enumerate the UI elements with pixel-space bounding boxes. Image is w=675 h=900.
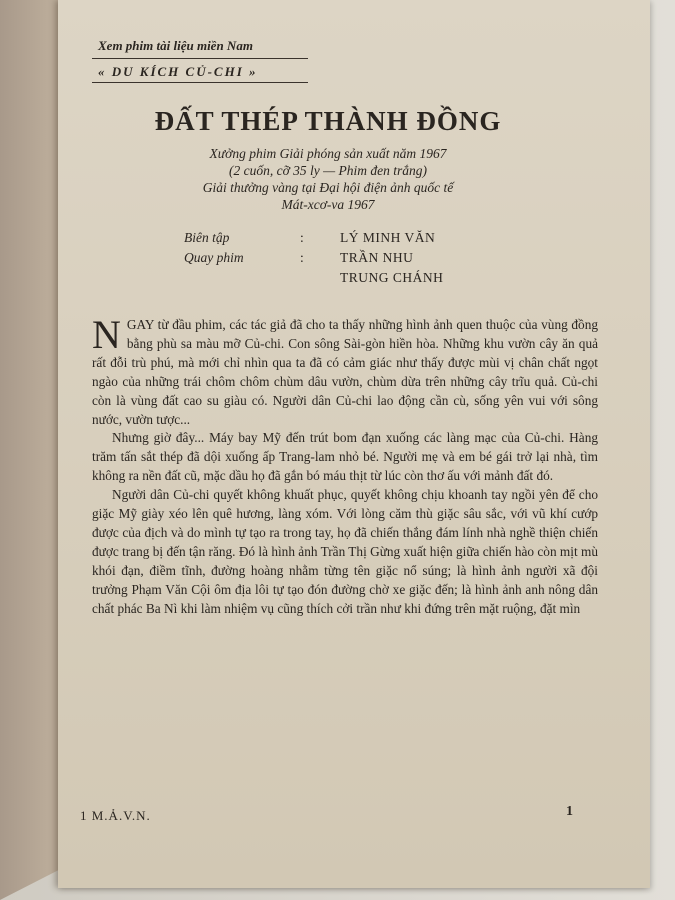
paragraph-text: GAY từ đầu phim, các tác giả đã cho ta thấy những hình ảnh quen thuộc của vùng đồng bằng phù sa màu mỡ Củ-chi. Con sông Sài-gòn hiền hòa. Những khu vườn cây ăn quả rất đỗi trù phú, mà mới chỉ nhìn qua ta đã có cảm giác như thấy được mùi vị chân chất ngọt ngào của những trái chôm chôm chùm dâu vườn, chùm dừa trên những cây trĩu quả. Củ-chi còn là vùng đất cao su giàu có. Người dân Củ-chi lao động cần cù, sống yên vui với sông nước, vườn tược... xyxy=(92,317,598,427)
header-rule-bottom xyxy=(92,82,308,83)
header-series-label: Xem phim tài liệu miền Nam xyxy=(98,38,253,53)
credit-role: Quay phim xyxy=(184,250,244,265)
footer-signature: 1 M.Ả.V.N. xyxy=(80,808,151,823)
credit-name: LÝ MINH VĂN xyxy=(340,230,436,245)
credit-name: TRẦN NHU xyxy=(340,250,414,265)
document-page xyxy=(58,0,650,888)
credit-name: TRUNG CHÁNH xyxy=(340,270,444,285)
credit-colon: : xyxy=(300,230,304,245)
subtitle-line: Xưởng phim Giải phóng sản xuất năm 1967 xyxy=(209,146,447,161)
paragraph: Người dân Củ-chi quyết không khuất phục, quyết không chịu khoanh tay ngồi yên để cho giặc Mỹ giày xéo lên quê hương, làng xóm. Với lòng căm thù giặc sâu sắc, với vũ khí cướp được của địch và do mình tự tạo ra trong tay, họ đã chiến thắng đám lính nhà nghề thiện chiến được trang bị đến tận răng. Đó là hình ảnh Trần Thị Gừng xuất hiện giữa chiến hào còn mịt mù khói đạn, điềm tĩnh, đường hoàng nhằm từng tên giặc nổ súng; là hình ảnh người xã đội trưởng Phạm Văn Cội ôm địa lôi tự tạo đón đường chờ xe giặc đến; là hình ảnh anh nông dân chất phác Ba Nì khi làm nhiệm vụ cũng thích cởi trần như khi đứng trên mặt ruộng, đặt mìn xyxy=(92,487,598,616)
article-body xyxy=(92,312,598,619)
subtitle-line: Mát-xcơ-va 1967 xyxy=(281,197,375,212)
credit-colon: : xyxy=(300,250,304,265)
page-number: 1 xyxy=(566,804,573,819)
paragraph xyxy=(92,312,598,429)
drop-cap: N xyxy=(92,312,121,357)
paragraph: Nhưng giờ đây... Máy bay Mỹ đến trút bom đạn xuống các làng mạc của Củ-chi. Hàng trăm tấn sắt thép đã dội xuống ấp Trang-lam nhỏ bé. Người mẹ và em bé gái trở lại nhà, tìm không ra nền đất cũ, mặc dầu họ đã gắn bó máu thịt từ lúc còn thơ ấu với mảnh đất đó. xyxy=(92,430,598,484)
subtitle-line: (2 cuốn, cỡ 35 ly — Phim đen trắng) xyxy=(228,163,428,178)
header-film-name: « DU KÍCH CỦ-CHI » xyxy=(98,64,258,79)
subtitle-line: Giải thưởng vàng tại Đại hội điện ảnh quốc tế xyxy=(202,180,454,195)
credit-role: Biên tập xyxy=(184,230,230,245)
page-title: ĐẤT THÉP THÀNH ĐỒNG xyxy=(154,106,502,136)
header-rule-top xyxy=(92,58,308,59)
